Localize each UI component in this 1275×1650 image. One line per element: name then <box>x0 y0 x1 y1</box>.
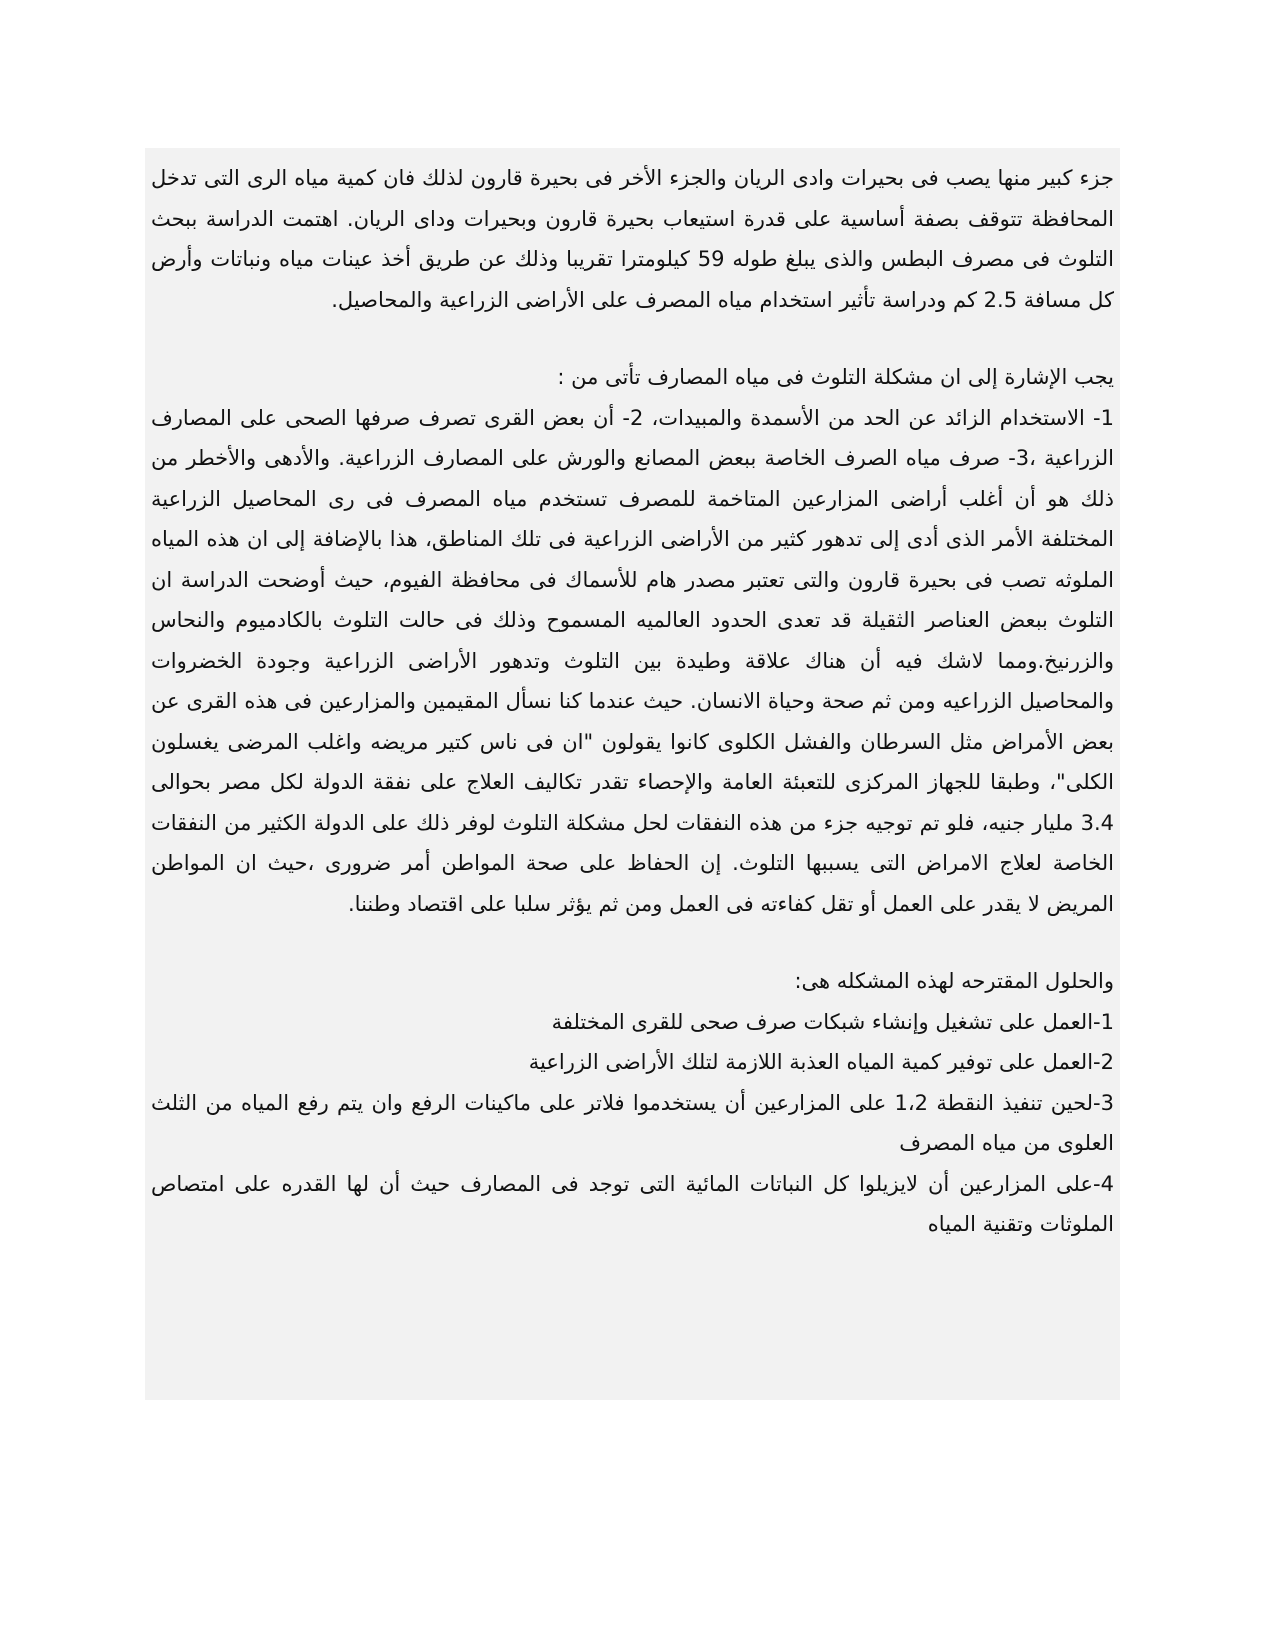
solution-item-1: 1-العمل على تشغيل وإنشاء شبكات صرف صحى للقرى المختلفة <box>551 1009 1114 1034</box>
solution-item-3: 3-لحين تنفيذ النقطة 1،2 على المزارعين أن يستخدموا فلاتر على ماكينات الرفع وان يتم رفع المياه من الثلث العلوى من مياه المصرف <box>151 1090 1114 1155</box>
paragraph-spacer <box>151 320 1114 357</box>
problem-heading: يجب الإشارة إلى ان مشكلة التلوث فى مياه المصارف تأتى من : <box>557 365 1114 389</box>
intro-paragraph: جزء كبير منها يصب فى بحيرات وادى الريان والجزء الأخر فى بحيرة قارون لذلك فان كمية مياه الرى التى تدخل المحافظة تتوقف بصفة أساسية على قدرة استيعاب بحيرة قارون وبحيرات وداى الريان. اهتمت الدراسة ببحث التلوث فى مصرف البطس والذى يبلغ طوله 59 كيلومترا تقريبا وذلك عن طريق أخذ عينات مياه ونباتات وأرض كل مسافة 2.5 كم ودراسة تأثير استخدام مياه المصرف على الأراضى الزراعية والمحاصيل. <box>151 166 1114 312</box>
solution-item-4: 4-على المزارعين أن لايزيلوا كل النباتات المائية التى توجد فى المصارف حيث أن لها القدره على امتصاص الملوثات وتقنية المياه <box>151 1171 1114 1236</box>
solutions-heading: والحلول المقترحه لهذه المشكله هى: <box>794 969 1114 993</box>
solution-item-2: 2-العمل على توفير كمية المياه العذبة اللازمة لتلك الأراضى الزراعية <box>528 1050 1114 1074</box>
problem-paragraph: 1- الاستخدام الزائد عن الحد من الأسمدة والمبيدات، 2- أن بعض القرى تصرف صرفها الصحى على المصارف الزراعية ،3- صرف مياه الصرف الخاصة ببعض المصانع والورش على المصارف الزراعية. والأدهى والأخطر من ذلك هو أن أغلب أراضى المزارعين المتاخمة للمصرف تستخدم مياه المصرف فى رى المحاصيل الزراعية المختلفة الأمر الذى أدى إلى تدهور كثير من الأراضى الزراعية فى تلك المناطق، هذا بالإضافة إلى ان هذه المياه الملوثه تصب فى بحيرة قارون والتى تعتبر مصدر هام للأسماك فى محافظة الفيوم، حيث أوضحت الدراسة ان التلوث ببعض العناصر الثقيلة قد تعدى الحدود العالميه المسموح وذلك فى حالت التلوث بالكادميوم والنحاس والزرنيخ.ومما لاشك فيه أن هناك علاقة وطيدة بين التلوث وتدهور الأراضى الزراعية وجودة الخضروات والمحاصيل الزراعيه ومن ثم صحة وحياة الانسان. حيث عندما كنا نسأل المقيمين والمزارعين فى هذه القرى عن بعض الأمراض مثل السرطان والفشل الكلوى كانوا يقولون "ان فى ناس كتير مريضه واغلب المرضى يغسلون الكلى"، وطبقا للجهاز المركزى للتعبئة العامة والإحصاء تقدر تكاليف العلاج على نفقة الدولة لكل مصر بحوالى 3.4 مليار جنيه، فلو تم توجيه جزء من هذه النفقات لحل مشكلة التلوث لوفر ذلك على الدولة الكثير من النفقات الخاصة لعلاج الامراض التى يسببها التلوث. إن الحفاظ على صحة المواطن أمر ضرورى ،حيث ان المواطن المريض لا يقدر على العمل أو تقل كفاءته فى العمل ومن ثم يؤثر سلبا على اقتصاد وطننا. <box>151 405 1114 916</box>
paragraph-spacer <box>151 924 1114 961</box>
document-text-block <box>145 148 1120 1400</box>
